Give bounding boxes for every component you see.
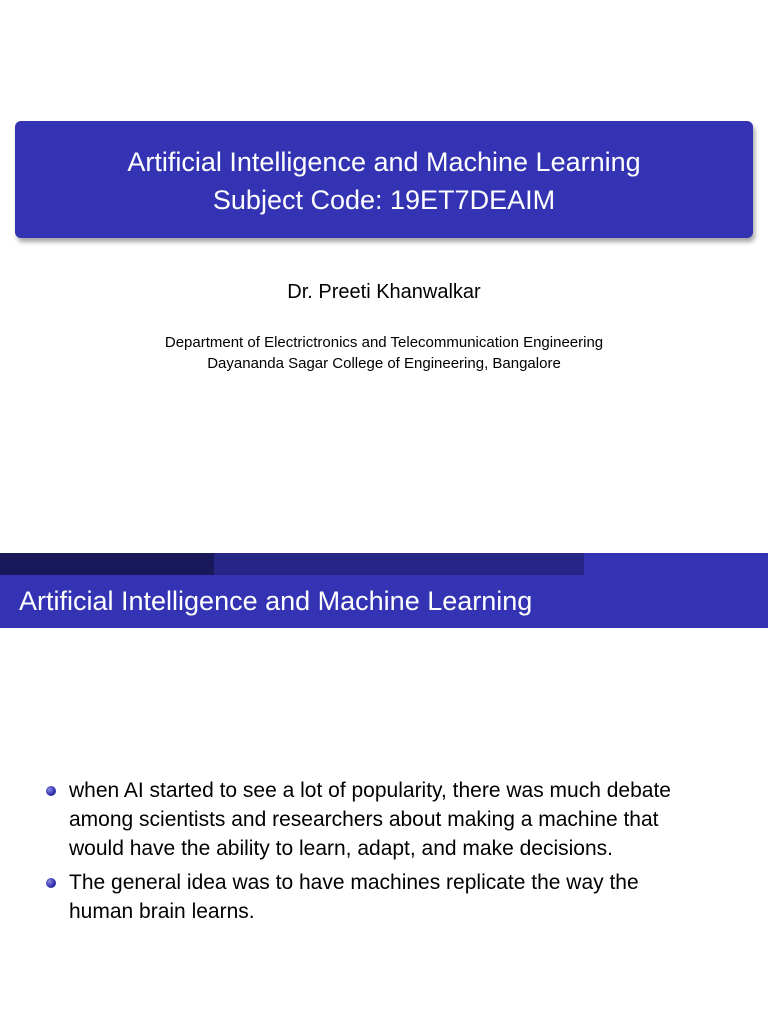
subject-code: Subject Code: 19ET7DEAIM	[212, 185, 556, 215]
bullet-icon	[46, 786, 56, 796]
bullet-item	[46, 868, 746, 926]
navigation-bar	[0, 553, 768, 575]
content-slide	[0, 553, 768, 1024]
frame-title: Artificial Intelligence and Machine Learning	[0, 575, 768, 628]
bullet-list	[46, 776, 746, 931]
institute	[0, 332, 768, 374]
navigation-segment-subsection	[214, 553, 584, 575]
bullet-line: The general idea was to have machines replicate the way the	[69, 871, 639, 894]
author-name: Dr. Preeti Khanwalkar	[287, 281, 481, 303]
title-box	[15, 121, 753, 238]
institute-college: Dayananda Sagar College of Engineering, Bangalore	[207, 355, 561, 372]
bullet-line: would have the ability to learn, adapt, and make decisions.	[69, 837, 614, 860]
bullet-line: among scientists and researchers about making a machine that	[69, 808, 659, 831]
institute-department: Department of Electrictronics and Telecommunication Engineering	[164, 334, 604, 351]
bullet-line: human brain learns.	[69, 900, 255, 923]
navigation-segment-section	[0, 553, 214, 575]
bullet-item	[46, 776, 746, 863]
slide-title: Artificial Intelligence and Machine Learning	[127, 147, 641, 177]
bullet-line: when AI started to see a lot of popularity, there was much debate	[69, 779, 671, 802]
bullet-icon	[46, 878, 56, 888]
